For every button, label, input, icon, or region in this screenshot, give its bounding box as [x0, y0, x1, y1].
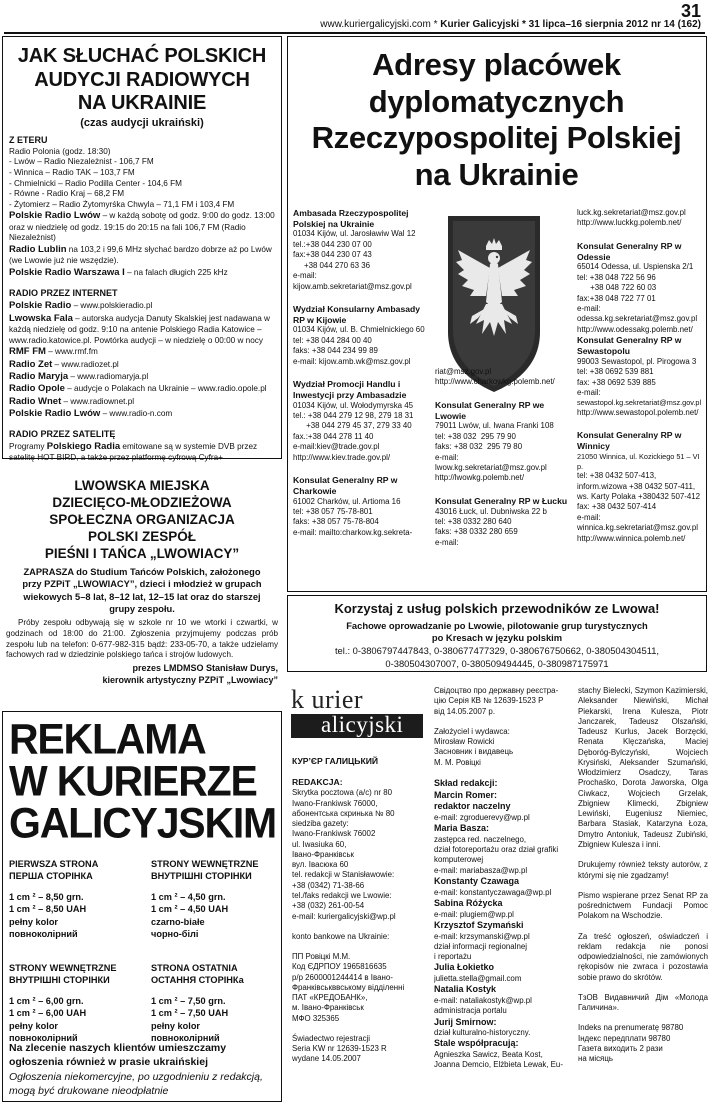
price-line: pełny kolor — [9, 916, 59, 927]
redakcja-line: ПАТ «КРЕДОБАНК», — [292, 993, 368, 1003]
address-line: tel: +38 0432 507-413, — [577, 471, 657, 481]
price-line: чорно-білі — [151, 928, 199, 939]
address-line: tel: +38 032 295 79 90 — [435, 431, 516, 441]
staff-name: Julia Łokietko — [434, 962, 495, 973]
logo-line-2: alicyjski — [321, 712, 404, 737]
staff-line: dział fotoreportażu oraz dział grafiki — [434, 845, 559, 855]
radio-title-line: NA UKRAINIE — [77, 92, 207, 115]
reklama-title-line: GALICYJSKIM — [9, 799, 276, 848]
internet-item — [9, 371, 275, 383]
address-line: 01034 Kijów, ul. Jarosławiw Wal 12 — [293, 229, 416, 239]
internet-heading: RADIO PRZEZ INTERNET — [9, 288, 118, 299]
redakcja-line: Założyciel i wydawca: — [434, 726, 510, 736]
staff-role: redaktor naczelny — [434, 801, 511, 812]
staff-line: e-mail: konstantyczawaga@wp.pl — [434, 887, 552, 897]
redakcja-line: Mirosław Rowicki — [434, 737, 495, 747]
radio-subtitle: (czas audycji ukraiński) — [80, 116, 204, 129]
address-line: tel: +38 0332 280 640 — [435, 517, 512, 526]
price-line: 1 cm ² – 7,50 UAH — [151, 1008, 229, 1019]
lublin-text: na 103,2 i 99,6 MHz słychać bardzo dobrze aż po Lwów (we Lwowie już nie wszędzie). — [9, 245, 272, 266]
prl-paragraph — [9, 210, 275, 244]
address-line: faks: +38 032 295 79 80 — [435, 442, 523, 452]
reklama-title-line: REKLAMA — [9, 714, 206, 764]
redakcja-paragraph: Za treść ogłoszeń, oświadczeń i reklam redakcja nie ponosi odpowiedzialności, nie zamówionych rękopisów nie zwraca i pozostawia sobie prawo do skrótów. — [578, 931, 708, 982]
price-line: 1 cm ² – 4,50 UAH — [151, 904, 229, 915]
lwowiacy-signature — [6, 663, 278, 686]
address-line: ws. Karty Polaka +380432 507-412 — [577, 492, 701, 502]
lwowiacy-title-line: DZIECIĘCO-MŁODZIEŻOWA — [52, 494, 232, 510]
redakcja-line: tel./faks redakcji we Lwowie: — [292, 891, 392, 900]
consulate-heading: Konsulat Generalny RP w Sewastopolu — [577, 335, 682, 356]
spacer — [292, 922, 430, 932]
redakcja-line: Skrytka pocztowa (a/c) nr 80 — [292, 788, 392, 798]
reklama-title — [9, 714, 276, 848]
reklama-note — [9, 1042, 277, 1098]
adresy-title-line: na Ukrainie — [414, 156, 579, 192]
internet-item-text: – www.radiownet.pl — [61, 396, 135, 406]
radio-title — [9, 45, 275, 116]
address-line: inform.wizowa +38 0432 507-411, — [577, 481, 696, 491]
address-line: riat@msz.gov.pl — [435, 367, 492, 376]
price-line: 1 cm ² – 4,50 grn. — [151, 892, 226, 903]
lwowiacy-title-line: PIEŚNI I TAŃCA „LWOWIACY” — [44, 545, 240, 561]
redakcja-line: Франківськввському відділенні — [292, 982, 405, 992]
prl-name: Polskie Radio Lwów — [9, 210, 101, 222]
price-block — [9, 858, 149, 940]
adresy-col2 — [435, 367, 569, 589]
price-heading: STRONY WEWNĘTRZNE — [9, 963, 117, 973]
address-line: kijow.amb.sekretariat@msz.gov.pl — [293, 281, 412, 291]
przewodnik-phones: 0-380504307007, 0-380509494445, 0-380987175971 — [385, 657, 609, 669]
header-rule — [4, 32, 705, 34]
address-line: tel.: +38 044 279 12 98, 279 18 31 — [293, 411, 414, 421]
przewodnik-line: Fachowe oprowadzanie po Lwowie, pilotowanie grup turystycznych — [346, 619, 648, 631]
address-line: +38 044 279 45 37, 279 33 40 — [293, 421, 412, 431]
redakcja-paragraph: stachy Bielecki, Szymon Kazimierski, Aleksander Niewiński, Michał Piekarski, Irena Kulesza, Piotr Janczarek, Tadeusz Olszański, Tadeusz Kurlus, Jacek Borzęcki, Renata Klęczańska, Maciej Dęboróg-Bylczyński, Wojciech Krysiński, Aleksander Szumański, Włodzimierz Osadczy, Taras Prochaśko, Dorota Jaworska, Olga Ciwkacz, Wojciech Grzelak, Zbigniew Klimecki, Zbigniew Lewiński, Eugeniusz Niemiec, Barbara Stasiak, Katarzyna Łoza, Dmytro Antoniuk, Tadeusz Zubiński, Zbigniew Kulesza i inni. — [578, 686, 708, 849]
address-line: e-mail: — [577, 512, 601, 522]
internet-item-text: – www.rmf.fm — [45, 347, 98, 357]
redakcja-line: +38 (032) 261-00-54 — [292, 901, 365, 911]
address-line: http://lwowkg.polemb.net/ — [435, 473, 525, 483]
address-line: 79011 Lwów, ul. Iwana Franki 108 — [435, 421, 554, 431]
redakcja-line: Świadectwo rejestracji — [292, 1033, 371, 1043]
eter-line: - Równe - Radio Kraj – 68,2 FM — [9, 189, 125, 199]
redakcja-title: КУР’ЄР ГАЛИЦЬКИЙ — [292, 756, 379, 766]
price-heading: STRONA OSTATNIA — [151, 963, 238, 973]
spacer — [434, 717, 572, 727]
sklad-heading: Skład redakcji: — [434, 777, 498, 788]
address-line: fax:+38 048 722 77 01 — [577, 293, 656, 303]
price-heading-ua: ВНУТРІШНІ СТОРІНКИ — [9, 975, 110, 986]
internet-item — [9, 346, 275, 358]
staff-name: Krzysztof Szymański — [434, 919, 524, 930]
price-heading-ua: ПЕРША СТОРІНКА — [9, 871, 93, 882]
address-line: odessa.kg.sekretariat@msz.gov.pl — [577, 314, 698, 324]
lwowiacy-title — [6, 478, 278, 562]
consulate-entry — [435, 400, 569, 484]
trade-heading: Wydział Promocji Handlu i Inwestycji przy Ambasadzie — [293, 379, 407, 400]
internet-item-name: Radio Zet — [9, 358, 53, 370]
eter-line: - Żytomierz – Radio Żytomyrśka Chwyla – 71,1 FM i 103,4 FM — [9, 199, 235, 209]
eter-line: - Lwów – Radio Niezależnist - 106,7 FM — [9, 157, 154, 167]
redakcja-line: М. М. Ровіцкі — [434, 757, 481, 767]
price-block — [9, 962, 149, 1044]
redakcja-line: абонентська скринька № 80 — [292, 808, 395, 818]
eter-heading: Z ETERU — [9, 134, 48, 145]
redakcja-line: siedziba gazety: — [292, 819, 349, 829]
radio-title-line: JAK SŁUCHAĆ POLSKICH — [17, 45, 267, 67]
trade-entry — [293, 379, 427, 463]
consulate-heading: Wydział Konsularny Ambasady RP w Kijowie — [293, 304, 421, 325]
lublin-paragraph — [9, 244, 275, 267]
address-line: 61002 Charków, ul. Artioma 16 — [293, 496, 401, 506]
address-line: tel: +38 048 722 56 96 — [577, 272, 656, 282]
lwowiacy-section — [2, 470, 282, 702]
internet-item-text: – audycje o Polakach na Ukrainie – www.radio.opole.pl — [64, 384, 267, 394]
redakcja-line: Індекс передплати 98780 — [578, 1033, 671, 1043]
staff-line: julietta.stella@gmail.com — [434, 974, 522, 984]
consulate-heading: Konsulat Generalny RP we Lwowie — [435, 399, 545, 421]
consulate-entry — [577, 241, 705, 335]
adresy-title-line: Rzeczypospolitej Polskiej — [311, 120, 682, 156]
address-line: http://www.sewastopol.polemb.net/ — [577, 408, 699, 418]
staff-line: dział kulturalno-historyczny. — [434, 1028, 531, 1038]
issue-title: Kurier Galicyjski * 31 lipca–16 sierpnia 2012 nr 14 (162) — [440, 19, 701, 30]
price-heading: STRONY WEWNĘTRZNE — [151, 859, 259, 869]
address-line: http://www.charkowkg.polemb.net/ — [435, 377, 555, 387]
redakcja-line: від 14.05.2007 р. — [434, 706, 496, 716]
internet-item-text: – autorska audycja Danuty Skalskiej jest nadawana w każdą niedzielę od godz. 9:10 na antenie Polskiego Radia Katowice – www.radio.katowice.pl. Powtórka audycji – w niedzielę o 00:00 w nocy — [9, 313, 270, 345]
price-line: 1 cm ² – 6,00 grn. — [9, 996, 84, 1007]
address-line: +38 044 270 63 36 — [293, 260, 370, 270]
logo-band — [291, 714, 423, 738]
lwowiacy-title-line: SPOŁECZNA ORGANIZACJA — [49, 511, 235, 527]
address-line: tel.:+38 044 230 07 00 — [293, 239, 372, 249]
subscription-info — [578, 1023, 708, 1064]
address-line: tel: +38 044 284 00 40 — [293, 335, 372, 345]
internet-item — [9, 359, 275, 371]
redakcja-line: Свідоцтво про державну реєстра- — [434, 686, 559, 695]
price-line: 1 cm ² – 6,00 UAH — [9, 1008, 87, 1019]
consulate-entry — [577, 430, 705, 544]
staff-line: Joanna Demcio, Elżbieta Lewak, Eu- — [434, 1060, 563, 1070]
lwowiacy-title-line: LWOWSKA MIEJSKA — [74, 478, 210, 493]
issue-url: www.kuriergalicyjski.com * — [320, 19, 441, 30]
sat-heading: RADIO PRZEZ SATELITĘ — [9, 429, 116, 440]
redakcja-line: konto bankowe na Ukrainie: — [292, 931, 390, 941]
address-line: +38 048 722 60 03 — [577, 283, 657, 293]
staff-line: e-mail: plugiem@wp.pl — [434, 909, 514, 919]
sat-post: emitowane są w systemie DVB przez satelitę HOT BIRD, a także przez platformę cyfrową Cyfra+ — [9, 441, 258, 463]
redakcja-line: ul. Iwasiuka 60, — [292, 839, 347, 849]
radio-box — [2, 36, 282, 463]
internet-item-name: Radio Maryja — [9, 370, 69, 382]
address-line: faks: +38 044 234 99 89 — [293, 346, 378, 356]
price-line: pełny kolor — [9, 1020, 59, 1031]
staff-line: komputerowej — [434, 855, 484, 865]
address-line: lwow.kg.sekretariat@msz.gov.pl — [435, 463, 547, 472]
redakcja-line: tel. redakcji w Stanisławowie: — [292, 870, 395, 880]
address-line: faks: +38 057 75-78-804 — [293, 517, 379, 527]
internet-item-name: RMF FM — [9, 346, 46, 358]
internet-item-name: Lwowska Fala — [9, 312, 73, 324]
redakcja-line: МФО 325365 — [292, 1013, 340, 1023]
price-heading: PIERWSZA STRONA — [9, 859, 99, 869]
internet-item-text: – www.polskieradio.pl — [71, 301, 153, 311]
redakcja-line: Івано-Франківськ — [292, 849, 355, 859]
address-line: 99003 Sewastopol, pl. Pirogowa 3 — [577, 356, 697, 366]
address-line: faks: +38 0332 280 659 — [435, 527, 518, 537]
warszawa-name: Polskie Radio Warszawa I — [9, 267, 125, 279]
redakcja-line: Iwano-Frankiwsk 76002 — [292, 829, 376, 839]
redakcja-col2 — [434, 686, 572, 1102]
redakcja-line: Газета виходить 2 рази — [578, 1043, 663, 1053]
redakcja-paragraph: ТзОВ Видавничий Дім «Молода Галичина». — [578, 992, 708, 1013]
internet-item-name: Polskie Radio Lwów — [9, 407, 101, 419]
price-line: 1 cm ² – 8,50 grn. — [9, 892, 84, 903]
radio-title-line: AUDYCJI RADIOWYCH — [34, 68, 250, 91]
signature-line: prezes LMDMSO Stanisław Durys, — [132, 663, 278, 674]
address-line: e-mail: — [435, 452, 459, 462]
reklama-note-bold: Na zlecenie naszych klientów umieszczamy ogłoszenia również w prasie ukraińskiej — [9, 1042, 227, 1068]
staff-line: e-mail: mariabasza@wp.pl — [434, 865, 528, 875]
consulate-entry — [293, 304, 427, 367]
address-line: fax: +38 0692 539 885 — [577, 377, 656, 387]
internet-item — [9, 408, 275, 420]
staff-name: Jurij Smirnow: — [434, 1016, 497, 1027]
staff-name: Marcin Romer: — [434, 789, 498, 800]
staff-name: Natalia Kostyk — [434, 984, 497, 995]
przewodnik-phones: tel.: 0-3806797447843, 0-380677477329, 0-380676750662, 0-380504304511, — [334, 644, 660, 656]
consulate-heading: Konsulat Generalny RP w Winnicy — [577, 430, 682, 452]
przewodnik-box — [287, 595, 707, 672]
staff-line: e-mail: nataliakostyk@wp.pl — [434, 995, 532, 1005]
address-line: http://www.luckkg.polemb.net/ — [577, 218, 682, 228]
redakcja-line: Код ЄДРПОУ 1965816635 — [292, 962, 387, 972]
staff-line: e-mail: zgroduerevy@wp.pl — [434, 812, 530, 822]
address-line: 43016 Łuck, ul. Dubniwska 22 b — [435, 506, 547, 516]
address-line: 01034 Kijów, ul. Wołodymyrska 45 — [293, 400, 414, 410]
price-line: повноколірний — [9, 1032, 78, 1043]
address-line: tel: +38 057 75-78-801 — [293, 507, 373, 517]
eter-line: - Chmielnicki – Radio Podilla Center - 104,6 FM — [9, 178, 182, 188]
redakcja-line: Indeks na prenumeratę 98780 — [578, 1023, 684, 1033]
staff-name: Konstanty Czawaga — [434, 875, 520, 886]
price-heading-ua: ОСТАННЯ СТОРІНКа — [151, 975, 244, 986]
redakcja-line: +38 (0342) 71-38-66 — [292, 880, 365, 890]
address-line: fax: +38 0432 507-414 — [577, 502, 657, 512]
redakcja-line: р/р 2600001244414 в Івано- — [292, 972, 393, 982]
consulate-entry — [577, 335, 705, 418]
redakcja-line: Seria KW nr 12639-1523 R — [292, 1044, 387, 1054]
redakcja-paragraph: Pismo wspierane przez Senat RP za pośrednictwem Fundacji Pomoc Polakom na Wschodzie. — [578, 890, 708, 921]
przewodnik-title: Korzystaj z usług polskich przewodników ze Lwowa! — [334, 601, 660, 616]
address-line: http://www.winnica.polemb.net/ — [577, 533, 686, 543]
redakcja-col1 — [292, 756, 430, 1102]
redakcja-line: e-mail: kuriergalicyjski@wp.pl — [292, 911, 396, 921]
lwowiacy-invite: ZAPRASZA do Studium Tańców Polskich, założonego przy PZPiT „LWOWIACY”, dzieci i młodzież w grupach wiekowych 5–8 lat, 8–12 lat, 12–15 lat oraz do starszej grupy zespołu. — [22, 567, 262, 614]
staff-line: zastępca red. naczelnego, — [434, 834, 527, 844]
internet-item — [9, 383, 275, 395]
address-line: e-mail: mailto:charkow.kg.sekreta- — [293, 527, 413, 537]
sat-name: Polskiego Radia — [46, 440, 121, 452]
spacer — [292, 1024, 430, 1034]
price-block — [151, 858, 281, 940]
staff-line: administracja portalu — [434, 1006, 507, 1016]
staff-line: dział informacji regionalnej — [434, 941, 527, 951]
internet-item-name: Polskie Radio — [9, 300, 72, 312]
staff-line: Agnieszka Sawicz, Beata Kost, — [434, 1050, 543, 1060]
price-line: повноколірний — [9, 928, 78, 939]
consulate-heading: Konsulat Generalny RP w Łucku — [435, 495, 568, 506]
staff-name: Stale współpracują: — [434, 1038, 519, 1049]
address-line: http://www.odessakg.polemb.net/ — [577, 324, 693, 334]
internet-item — [9, 313, 275, 347]
redakcja-line: на місяць — [578, 1054, 613, 1064]
price-block — [151, 962, 281, 1044]
internet-item — [9, 300, 275, 312]
redakcja-col3 — [578, 686, 708, 1102]
adresy-title-line: dyplomatycznych — [368, 83, 625, 119]
reklama-box — [2, 711, 282, 1102]
address-line: fax.:+38 044 278 11 40 — [293, 431, 374, 441]
internet-item — [9, 396, 275, 408]
logo-line-1: k urier — [291, 688, 364, 714]
signature-line: kierownik artystyczny PZPiT „Lwowiacy” — [102, 675, 278, 686]
address-line: http://www.kiev.trade.gov.pl/ — [293, 452, 391, 462]
warszawa-text: – na falach długich 225 kHz — [124, 268, 228, 278]
address-line: e-mail: kijow.amb.wk@msz.gov.pl — [293, 356, 411, 366]
redakcja-line: ПП Ровіцкі М.М. — [292, 952, 351, 962]
lwowiacy-title-line: POLSKI ZESPÓŁ — [87, 528, 196, 544]
warszawa-paragraph — [9, 267, 275, 279]
price-heading-ua: ВНУТРІШНІ СТОРІНКИ — [151, 871, 252, 882]
consulate-entry — [293, 475, 427, 538]
address-line: 65014 Odessa, ul. Uspienska 2/1 — [577, 262, 694, 272]
staff-name: Maria Basza: — [434, 823, 490, 834]
address-line: e-mail: — [293, 271, 317, 281]
address-line: luck.kg.sekretariat@msz.gov.pl — [577, 208, 686, 217]
redakcja-heading: REDAKCJA: — [292, 777, 343, 788]
consulate-heading: Konsulat Generalny RP w Charkowie — [293, 475, 398, 496]
staff-line: i reportażu — [434, 952, 472, 962]
redakcja-line: wydane 14.05.2007 — [292, 1054, 361, 1064]
address-line: sewastopol.kg.sekretariat@msz.gov.pl — [577, 398, 702, 408]
address-line: e-mail:kiev@trade.gov.pl — [293, 442, 380, 452]
adresy-box — [287, 36, 707, 592]
staff-line: e-mail: krzsymanski@wp.pl — [434, 931, 530, 941]
address-line: e-mail: — [577, 388, 601, 397]
internet-item-text: – www.radiozet.pl — [52, 359, 119, 369]
sat-pre: Programy — [9, 441, 47, 451]
staff-name: Sabina Różycka — [434, 897, 503, 908]
przewodnik-line: po Kresach w języku polskim — [431, 632, 563, 644]
price-line: повноколірний — [151, 1032, 220, 1043]
lublin-name: Radio Lublin — [9, 244, 67, 256]
adresy-title — [288, 47, 705, 193]
eter-line: - Winnica – Radio TAK – 103,7 FM — [9, 167, 135, 177]
adresy-col3 — [577, 208, 705, 588]
reklama-title-line: W KURIERZE — [9, 757, 257, 806]
consulate-heading: Konsulat Generalny RP w Odessie — [577, 240, 682, 262]
redakcja-line: м. Івано-Франківськ — [292, 1003, 364, 1013]
prl-text: – w każdą sobotę od godz. 9:00 do godz. 13:00 oraz w niedzielę od godz. 19:15 do 20:15 na fali 106,7 FM (Radio Niezależnist) — [9, 211, 275, 243]
redakcja-paragraph: Drukujemy również teksty autorów, z którymi się nie zgadzamy! — [578, 860, 708, 880]
adresy-title-line: Adresy placówek — [372, 47, 621, 82]
address-line: fax:+38 044 230 07 43 — [293, 250, 372, 260]
spacer — [292, 942, 430, 952]
consulate-entry — [435, 496, 569, 548]
embassy-heading: Ambasada Rzeczypospolitej Polskiej na Ukrainie — [293, 208, 409, 229]
price-line: 1 cm ² – 8,50 UAH — [9, 904, 87, 915]
redakcja-line: вул. Івасюка 60 — [292, 860, 349, 870]
masthead-logo — [291, 688, 423, 743]
price-line: 1 cm ² – 7,50 grn. — [151, 996, 226, 1007]
price-line: pełny kolor — [151, 1020, 201, 1031]
radio-eter — [9, 135, 275, 464]
internet-item-text: – www.radiomaryja.pl — [68, 371, 149, 381]
address-line: tel: +38 0692 539 881 — [577, 367, 654, 377]
address-line: winnica.kg.sekretariat@msz.gov.pl — [577, 523, 699, 533]
page-number: 31 — [680, 1, 701, 21]
internet-item-name: Radio Opole — [9, 383, 65, 395]
redakcja-line: Iwano-Frankiwsk 76000, — [292, 798, 378, 808]
eter-line: Radio Polonia (godz. 18:30) — [9, 146, 111, 156]
redakcja-line: цію Серія КВ № 12639-1523 Р — [434, 696, 544, 706]
adresy-col1 — [293, 208, 427, 588]
address-line: 01034 Kijów, ul. B. Chmielnickiego 60 — [293, 325, 425, 335]
internet-item-text: – www.radio-n.com — [100, 408, 173, 418]
redakcja-line: Засновник і видавець — [434, 747, 514, 757]
internet-item-name: Radio Wnet — [9, 395, 62, 407]
issue-line — [320, 19, 701, 32]
sat-paragraph — [9, 441, 275, 464]
reklama-note-italic: Ogłoszenia niekomercyjne, po uzgodnieniu z redakcją, mogą być drukowane nieodpłatnie — [9, 1070, 263, 1097]
address-line: e-mail: — [577, 304, 601, 313]
embassy-entry — [293, 208, 427, 292]
address-line: e-mail: — [435, 537, 459, 547]
price-line: czarno-białe — [151, 916, 205, 927]
address-line: 21050 Winnica, ul. Kozickiego 51 – VI p. — [577, 451, 700, 471]
lwowiacy-body: Próby zespołu odbywają się w szkole nr 10 we wtorki i czwartki, w godzinach od 18:00 do 21:00. Zgłoszenia przyjmujemy podczas prób zespołu lub na telefon: 0-677-982-315 bądź: 233-05-70, a także udzielamy fachowych rad w dziedzinie polskiego tańca i strojów ludowych. — [6, 617, 278, 660]
